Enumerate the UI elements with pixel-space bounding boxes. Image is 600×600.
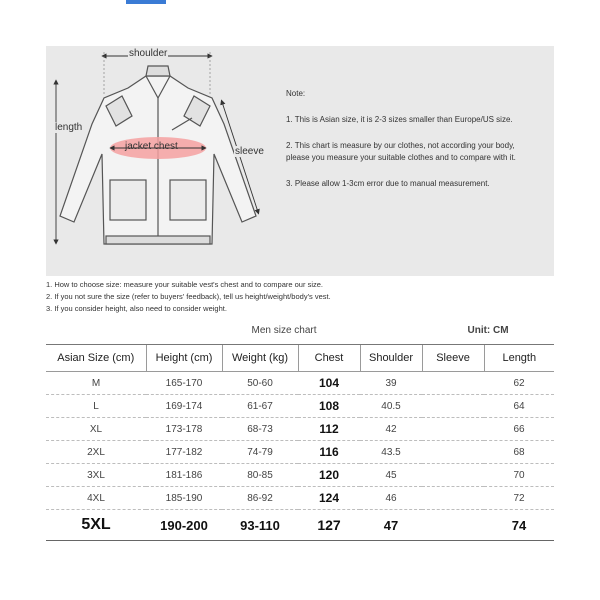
- shoulder-label: shoulder: [129, 48, 168, 59]
- length-cell: 62: [484, 372, 554, 395]
- chest-cell: 108: [298, 395, 360, 418]
- header-weight: Weight (kg): [222, 345, 298, 372]
- table-row: [46, 510, 554, 541]
- table-row: [46, 464, 554, 487]
- chest-cell: 124: [298, 487, 360, 510]
- height-cell: 185-190: [146, 487, 222, 510]
- guide-line-2: 2. If you not sure the size (refer to buyers' feedback), tell us height/weight/body's vest.: [46, 292, 331, 301]
- sleeve-cell: [422, 464, 484, 487]
- table-header-row: [46, 345, 554, 372]
- note-2b: please you measure your suitable clothes and to compare with it.: [286, 153, 516, 162]
- note-2a: 2. This chart is measure by our clothes, not according your body,: [286, 141, 515, 150]
- header-size: Asian Size (cm): [46, 345, 146, 372]
- table-row: [46, 441, 554, 464]
- guide-line-1: 1. How to choose size: measure your suitable vest's chest and to compare our size.: [46, 280, 323, 289]
- size-cell: 3XL: [46, 464, 146, 487]
- weight-cell: 86-92: [222, 487, 298, 510]
- top-crop-accent: [126, 0, 166, 4]
- size-guide: [46, 279, 556, 315]
- note-1: 1. This is Asian size, it is 2-3 sizes smaller than Europe/US size.: [286, 115, 513, 124]
- sleeve-cell: [422, 395, 484, 418]
- header-length: Length: [484, 345, 554, 372]
- sleeve-cell: [422, 487, 484, 510]
- shoulder-cell: 42: [360, 418, 422, 441]
- table-title-row: [46, 316, 554, 345]
- length-cell: 72: [484, 487, 554, 510]
- length-cell: 74: [484, 510, 554, 541]
- chest-cell: 116: [298, 441, 360, 464]
- table-row: [46, 418, 554, 441]
- size-cell: L: [46, 395, 146, 418]
- chest-cell: 104: [298, 372, 360, 395]
- sleeve-cell: [422, 372, 484, 395]
- shoulder-cell: 39: [360, 372, 422, 395]
- height-cell: 181-186: [146, 464, 222, 487]
- guide-line-3: 3. If you consider height, also need to consider weight.: [46, 304, 227, 313]
- size-cell: 5XL: [46, 510, 146, 541]
- header-chest: Chest: [298, 345, 360, 372]
- height-cell: 169-174: [146, 395, 222, 418]
- weight-cell: 50-60: [222, 372, 298, 395]
- size-chart-table: [46, 316, 554, 541]
- shoulder-cell: 46: [360, 487, 422, 510]
- length-cell: 70: [484, 464, 554, 487]
- size-cell: XL: [46, 418, 146, 441]
- size-diagram-panel: [46, 46, 554, 276]
- header-height: Height (cm): [146, 345, 222, 372]
- table-row: [46, 372, 554, 395]
- chest-cell: 112: [298, 418, 360, 441]
- note-3: 3. Please allow 1-3cm error due to manual measurement.: [286, 179, 490, 188]
- chest-cell: 120: [298, 464, 360, 487]
- shoulder-cell: 47: [360, 510, 422, 541]
- weight-cell: 61-67: [222, 395, 298, 418]
- height-cell: 190-200: [146, 510, 222, 541]
- chart-title: Men size chart: [146, 316, 422, 345]
- notes-heading: Note:: [286, 89, 306, 98]
- weight-cell: 74-79: [222, 441, 298, 464]
- sleeve-cell: [422, 441, 484, 464]
- chest-cell: 127: [298, 510, 360, 541]
- sleeve-cell: [422, 510, 484, 541]
- sleeve-label: sleeve: [235, 146, 264, 157]
- weight-cell: 80-85: [222, 464, 298, 487]
- jacket-diagram: [46, 46, 276, 276]
- shoulder-cell: 45: [360, 464, 422, 487]
- weight-cell: 93-110: [222, 510, 298, 541]
- table-row: [46, 487, 554, 510]
- length-label: length: [55, 122, 83, 133]
- size-cell: M: [46, 372, 146, 395]
- table-row: [46, 395, 554, 418]
- chest-label: jacket chest: [125, 141, 178, 152]
- length-cell: 68: [484, 441, 554, 464]
- sleeve-cell: [422, 418, 484, 441]
- height-cell: 173-178: [146, 418, 222, 441]
- header-sleeve: Sleeve: [422, 345, 484, 372]
- length-cell: 64: [484, 395, 554, 418]
- shoulder-cell: 40.5: [360, 395, 422, 418]
- height-cell: 177-182: [146, 441, 222, 464]
- size-cell: 2XL: [46, 441, 146, 464]
- unit-label: Unit: CM: [422, 316, 554, 345]
- size-cell: 4XL: [46, 487, 146, 510]
- header-shoulder: Shoulder: [360, 345, 422, 372]
- height-cell: 165-170: [146, 372, 222, 395]
- weight-cell: 68-73: [222, 418, 298, 441]
- length-cell: 66: [484, 418, 554, 441]
- shoulder-cell: 43.5: [360, 441, 422, 464]
- notes-block: [286, 88, 548, 204]
